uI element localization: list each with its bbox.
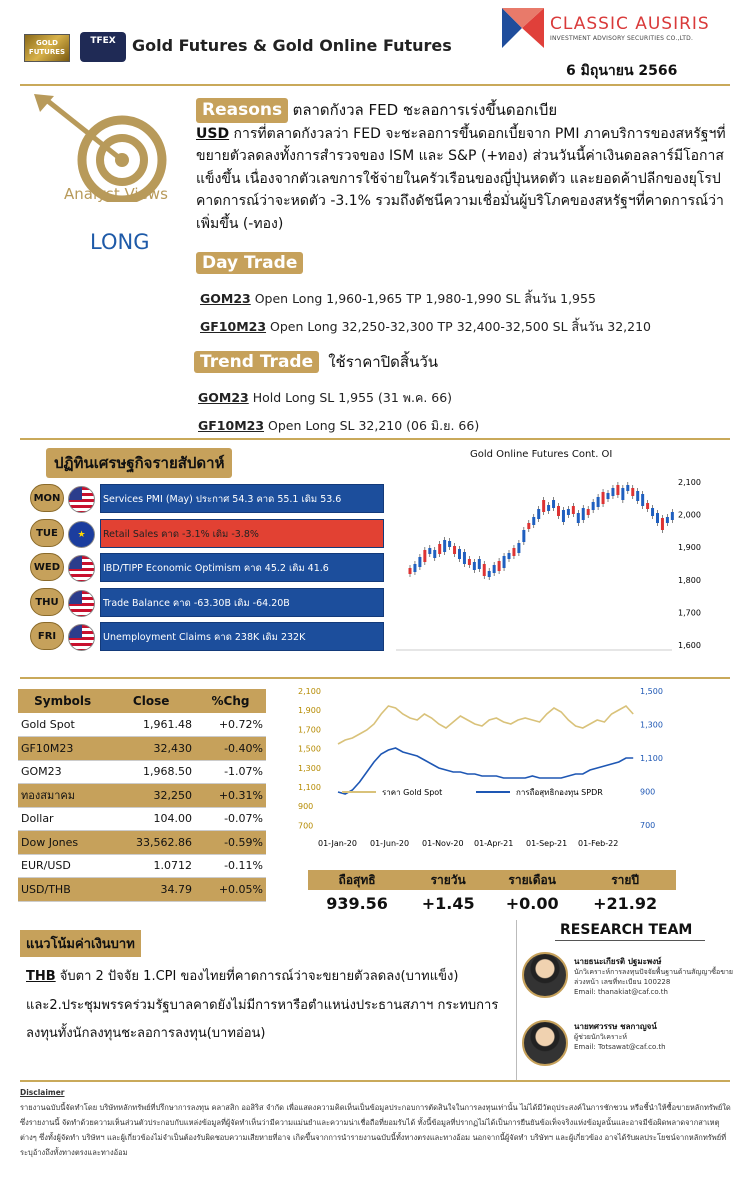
econ-event: Unemployment Claims คาด 238K เดิม 232K	[100, 622, 384, 651]
classic-ausiris-logo	[500, 6, 546, 50]
day-trade-line-2	[200, 317, 651, 337]
right-axis-tick: 900	[640, 787, 656, 797]
candle	[448, 541, 451, 547]
candle	[621, 488, 624, 500]
trade-text: Open Long 32,250-32,300 TP 32,400-32,500 SL สิ้นวัน 32,210	[266, 319, 651, 334]
symbol-cell: Gold Spot	[18, 713, 107, 737]
candle	[616, 485, 619, 495]
trade-text: Open Long SL 32,210 (06 มิ.ย. 66)	[264, 418, 480, 433]
usd-label: USD	[196, 125, 230, 142]
day-trade-section	[196, 252, 303, 274]
close-cell: 34.79	[107, 878, 195, 902]
close-cell: 32,430	[107, 737, 195, 761]
table-row	[18, 807, 266, 831]
candle	[656, 513, 659, 523]
title-underline	[555, 940, 705, 941]
x-axis-tick: 01-Sep-21	[526, 839, 568, 848]
change-cell: +0.31%	[195, 784, 266, 808]
day-label: FRI	[30, 622, 64, 650]
candle	[587, 509, 590, 515]
trade-text: Hold Long SL 1,955 (31 พ.ค. 66)	[248, 390, 453, 405]
col-header: รายเดือน	[490, 870, 574, 890]
candle	[537, 509, 540, 519]
candle	[512, 548, 515, 556]
close-cell: 1.0712	[107, 854, 195, 878]
close-cell: 104.00	[107, 807, 195, 831]
staff-email[interactable]: Email: thanakiat@caf.co.th	[574, 988, 668, 996]
thb-outlook-text	[26, 963, 504, 1049]
symbol-label: GF10M23	[200, 319, 267, 334]
econ-row	[30, 517, 384, 548]
col-header: %Chg	[195, 689, 266, 713]
section-divider	[20, 438, 730, 440]
table-row	[18, 831, 266, 855]
col-header: Symbols	[18, 689, 107, 713]
brand-subtitle: INVESTMENT ADVISORY SECURITIES CO.,LTD.	[550, 35, 694, 42]
col-header: รายวัน	[406, 870, 490, 890]
right-axis-tick: 1,300	[640, 720, 663, 730]
table-row	[18, 737, 266, 761]
candle	[567, 509, 570, 515]
table-row	[18, 760, 266, 784]
close-cell: 33,562.86	[107, 831, 195, 855]
close-cell: 32,250	[107, 784, 195, 808]
candle	[443, 540, 446, 552]
close-cell: 1,961.48	[107, 713, 195, 737]
candle	[597, 497, 600, 507]
candle	[562, 510, 565, 522]
candle	[418, 557, 421, 567]
candle	[547, 505, 550, 511]
day-label: THU	[30, 588, 64, 616]
econ-event: Retail Sales คาด -3.1% เดิม -3.8%	[100, 519, 384, 548]
candle	[592, 502, 595, 510]
us-flag-icon	[68, 624, 95, 651]
change-cell: -1.07%	[195, 760, 266, 784]
candle	[631, 488, 634, 496]
candle	[453, 546, 456, 554]
candle	[542, 500, 545, 512]
left-axis-tick: 1,700	[298, 725, 321, 735]
legend-gold-label: ราคา Gold Spot	[382, 788, 443, 797]
reasons-section	[196, 98, 741, 235]
day-label: MON	[30, 484, 64, 512]
candle	[582, 508, 585, 520]
staff-name: นายธนะเกียรติ ปฐมะพงษ์	[574, 957, 662, 966]
reasons-tag: Reasons	[196, 98, 288, 123]
candle	[423, 550, 426, 562]
col-header: Close	[107, 689, 195, 713]
candle	[413, 564, 416, 572]
staff-name: นายทศวรรษ ชลกาญจน์	[574, 1022, 657, 1031]
staff-card-2	[574, 1022, 734, 1052]
candle	[468, 559, 471, 565]
tfex-logo: TFEX	[80, 32, 126, 62]
symbol-cell: GOM23	[18, 760, 107, 784]
candle	[611, 488, 614, 496]
section-divider	[20, 677, 730, 679]
spdr-holdings-table	[308, 870, 676, 916]
trend-trade-line-1	[198, 388, 452, 408]
change-cell: -0.07%	[195, 807, 266, 831]
gold-spdr-chart	[296, 684, 680, 852]
reasons-headline: ตลาดกังวล FED ชะลอการเร่งขึ้นดอกเบีย	[292, 101, 558, 119]
candle	[552, 500, 555, 508]
candle	[463, 552, 466, 564]
econ-event: Services PMI (May) ประกาศ 54.3 คาด 55.1 เดิม 53.6	[100, 484, 384, 513]
table-row	[18, 878, 266, 902]
candle	[438, 544, 441, 554]
x-axis-tick: 01-Feb-22	[578, 839, 619, 848]
right-axis-tick: 1,500	[640, 687, 663, 696]
candle	[493, 565, 496, 573]
table-row	[18, 854, 266, 878]
candle	[522, 530, 525, 542]
candle	[483, 564, 486, 576]
day-trade-line-1	[200, 289, 596, 309]
econ-row	[30, 620, 384, 651]
change-cell: +0.72%	[195, 713, 266, 737]
trend-trade-note: ใช้ราคาปิดสิ้นวัน	[328, 353, 439, 371]
x-axis-tick: 01-Apr-21	[474, 839, 514, 848]
econ-event: IBD/TIPP Economic Optimism คาด 45.2 เดิม 41.6	[100, 553, 384, 582]
left-axis-tick: 2,100	[298, 687, 321, 696]
candle	[478, 559, 481, 569]
holdings-yearly: +21.92	[593, 893, 658, 913]
candle	[626, 485, 629, 491]
y-tick-label: 1,600	[678, 641, 701, 650]
thb-body: จับตา 2 ปัจจัย 1.CPI ของไทยที่คาดการณ์ว่าจะขยายตัวลดลง(บาทแข็ง) และ2.ประชุมพรรคร่วมรัฐบาลคาดยังไม่มีการหารือตำแหน่งประธานสภาฯ กระทบการลงทุนทั้งนักลงทุนชะลอการลงทุน(บาทอ่อน)	[26, 969, 499, 1041]
thb-symbol: THB	[26, 969, 56, 984]
gold-futures-logo: GOLD FUTURES	[24, 34, 70, 62]
brand-name: CLASSIC AUSIRIS	[550, 14, 710, 34]
trend-trade-line-2	[198, 416, 479, 436]
candle	[428, 548, 431, 554]
change-cell: -0.40%	[195, 737, 266, 761]
symbol-label: GF10M23	[198, 418, 265, 433]
thb-outlook-title: แนวโน้มค่าเงินบาท	[20, 930, 141, 957]
symbol-cell: ทองสมาคม	[18, 784, 107, 808]
change-cell: +0.05%	[195, 878, 266, 902]
left-axis-tick: 1,500	[298, 744, 321, 754]
right-axis-tick: 1,100	[640, 754, 663, 763]
symbol-cell: GF10M23	[18, 737, 107, 761]
x-axis-tick: 01-Jun-20	[370, 839, 410, 848]
section-divider	[20, 1080, 730, 1082]
staff-email[interactable]: Email: Totsawat@caf.co.th	[574, 1043, 666, 1051]
candle	[433, 550, 436, 558]
candle	[557, 506, 560, 516]
research-team-title: RESEARCH TEAM	[560, 922, 693, 938]
avatar	[522, 1020, 568, 1066]
candle	[636, 491, 639, 501]
candle	[661, 518, 664, 530]
table-row	[18, 784, 266, 808]
candle	[498, 561, 501, 571]
y-tick-label: 1,800	[678, 575, 701, 585]
staff-card-1	[574, 957, 734, 997]
candle	[517, 543, 520, 553]
trend-trade-tag: Trend Trade	[194, 351, 319, 373]
econ-row	[30, 586, 384, 617]
day-label: WED	[30, 553, 64, 581]
candle	[671, 512, 674, 520]
left-axis-tick: 1,100	[298, 783, 321, 792]
close-cell: 1,968.50	[107, 760, 195, 784]
us-flag-icon	[68, 555, 95, 582]
candle	[602, 492, 605, 504]
gold-spot-series	[338, 706, 633, 744]
holdings-net: 939.56	[326, 893, 388, 913]
symbols-table	[18, 689, 266, 902]
change-cell: -0.11%	[195, 854, 266, 878]
col-header: ถือสุทธิ	[308, 870, 406, 890]
candle	[607, 493, 610, 499]
left-axis-tick: 900	[298, 802, 314, 812]
symbol-cell: USD/THB	[18, 878, 107, 902]
econ-row	[30, 551, 384, 582]
us-flag-icon	[68, 590, 95, 617]
reasons-body: การที่ตลาดกังวลว่า FED จะชะลอการขึ้นดอกเบี้ยจาก PMI ภาคบริการของสหรัฐฯที่ขยายตัวลดลงทั้งการสำรวจของ ISM และ S&P (+ทอง) ส่วนวันนี้ค่าเงินดอลลาร์มีโอกาสแข็งขึ้น เนื่องจากตัวเลขการใช้จ่ายในครัวเรือนของญี่ปุ่นหดตัว และยอดค้าปลีกของยุโรปคาดการณ์ว่าจะหดตัว -3.1% รวมถึงดัชนีความเชื่อมั่นผู้บริโภคของสหรัฐฯที่คาดการณ์ว่าเพิ่มขึ้น (-ทอง)	[196, 125, 726, 232]
candle	[508, 553, 511, 559]
table-row	[18, 713, 266, 737]
col-header: รายปี	[574, 870, 676, 890]
candle	[488, 571, 491, 577]
x-axis-tick: 01-Jan-20	[318, 839, 357, 848]
x-axis-tick: 01-Nov-20	[422, 839, 464, 848]
right-axis-tick: 700	[640, 821, 656, 830]
left-axis-tick: 1,300	[298, 763, 321, 773]
candle	[572, 506, 575, 514]
trend-trade-section	[194, 350, 438, 374]
page-title: Gold Futures & Gold Online Futures	[132, 36, 452, 55]
left-axis-tick: 1,900	[298, 706, 321, 716]
candle	[646, 503, 649, 509]
candle	[473, 562, 476, 570]
oi-chart-title: Gold Online Futures Cont. OI	[470, 449, 613, 460]
left-axis-tick: 700	[298, 821, 314, 831]
holdings-daily: +1.45	[421, 893, 475, 913]
symbol-label: GOM23	[200, 291, 251, 306]
y-tick-label: 1,900	[678, 543, 701, 553]
trade-text: Open Long 1,960-1,965 TP 1,980-1,990 SL สิ้นวัน 1,955	[250, 291, 596, 306]
day-label: TUE	[30, 519, 64, 547]
symbol-cell: Dollar	[18, 807, 107, 831]
stance-label: LONG	[90, 230, 150, 254]
holdings-monthly: +0.00	[505, 893, 559, 913]
econ-event: Trade Balance คาด -63.30B เดิม -64.20B	[100, 588, 384, 617]
econ-calendar-title: ปฏิทินเศรษฐกิจรายสัปดาห์	[46, 448, 232, 478]
candle	[458, 549, 461, 559]
econ-row	[30, 482, 384, 513]
oi-candlestick-chart	[396, 466, 736, 662]
y-tick-label: 2,000	[678, 510, 701, 520]
staff-role: ผู้ช่วยนักวิเคราะห์	[574, 1033, 627, 1041]
eu-flag-icon: ★	[68, 521, 95, 548]
avatar	[522, 952, 568, 998]
symbol-label: GOM23	[198, 390, 249, 405]
disclaimer-text: รายงานฉบับนี้จัดทำโดย บริษัทหลักทรัพย์ที่ปรึกษาการลงทุน คลาสสิก ออสิริส จำกัด เพื่อแสดงความคิดเห็นเป็นข้อมูลประกอบการตัดสินใจในการลงทุนเท่านั้น ไม่ได้มีวัตถุประสงค์ในการชักชวน หรือชี้นำให้ซื้อขายหลักทรัพย์ใด ซึ่งรายงานนี้ จัดทำด้วยความเห็นส่วนตัวประกอบกับแหล่งข้อมูลที่ผู้จัดทำเห็นว่ามีความแม่นยำและความน่าเชื่อถือที่ยอมรับได้ ทั้งนี้ข้อมูลที่ปรากฏไม่ได้เป็นการยืนยันข้อเท็จจริงแห่งข้อมูลนั้นและอาจมีข้อผิดพลาดจากสาเหตุต่างๆ ซึ่งทั้งผู้จัดทำ บริษัทฯ และผู้เกี่ยวข้องไม่จำเป็นต้องรับผิดชอบความเสียหายที่อาจ เกิดขึ้นจากการนำรายงานฉบับนี้ทั้งทางตรงและทางอ้อม นอกจากนี้ผู้จัดทำ บริษัทฯ และผู้เกี่ยวข้อง อาจได้รับผลประโยชน์จากหลักทรัพย์ที่ระบุอ้างถึงทั้งทางตรงและทางอ้อม	[20, 1103, 731, 1157]
us-flag-icon	[68, 486, 95, 513]
day-trade-tag: Day Trade	[196, 252, 303, 274]
candle	[577, 513, 580, 523]
disclaimer-title: Disclaimer	[20, 1088, 65, 1097]
symbol-cell: EUR/USD	[18, 854, 107, 878]
candle	[527, 523, 530, 529]
change-cell: -0.59%	[195, 831, 266, 855]
report-date: 6 มิถุนายน 2566	[566, 63, 678, 79]
candle	[409, 568, 412, 574]
analyst-views-label: Analyst Views	[64, 185, 168, 203]
candle	[503, 556, 506, 568]
y-tick-label: 2,100	[678, 478, 701, 487]
legend-spdr-label: การถือสุทธิกองทุน SPDR	[516, 788, 603, 797]
y-tick-label: 1,700	[678, 608, 701, 618]
disclaimer	[20, 1085, 735, 1160]
candle	[651, 508, 654, 516]
candle	[532, 517, 535, 525]
candle	[641, 494, 644, 506]
candle	[666, 517, 669, 523]
symbol-cell: Dow Jones	[18, 831, 107, 855]
staff-role: นักวิเคราะห์การลงทุนปัจจัยพื้นฐานด้านสัญญาซื้อขายล่วงหน้า เลขที่ทะเบียน 100228	[574, 968, 734, 986]
header-divider	[20, 84, 730, 86]
